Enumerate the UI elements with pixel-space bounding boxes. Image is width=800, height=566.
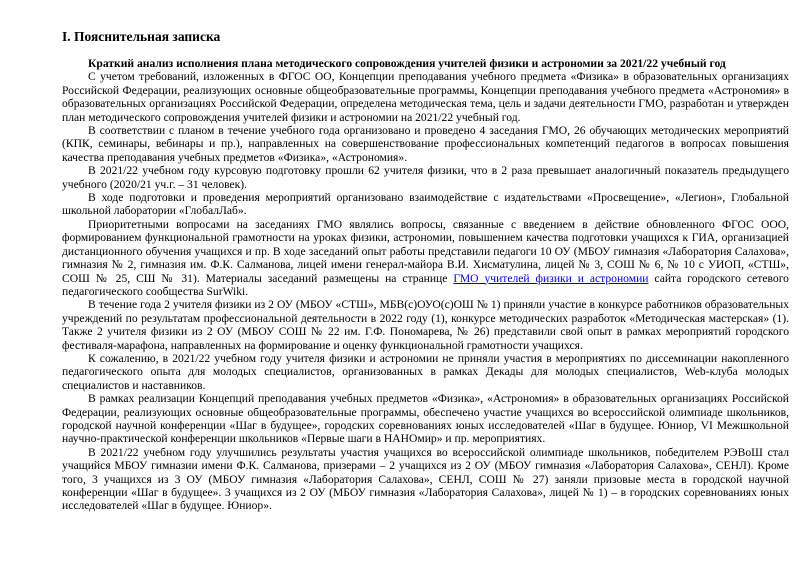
paragraph-teacher-contests: В течение года 2 учителя физики из 2 ОУ (МБОУ «СТШ», МБВ(с)ОУО(с)ОШ № 1) приняли участие в конкурсе работников образовательных учреждений по результатам профессиональной деятельности в 2022 году (1), конкурсе методических разработок «Методическая мастерская» (1). Также 2 учителя физики из 2 ОУ (МБОУ СОШ № 22 им. Г.Ф. Пономарева, № 26) представили свой опыт в рамках мероприятий городского фестиваля-марафона, направленных на формирование и оценку функциональной грамотности учащихся.: [62, 298, 789, 352]
paragraph-gmo-sessions-text-before-link: Приоритетными вопросами на заседаниях ГМО являлись вопросы, связанные с введением в действие обновленного ФГОС ООО, формированием функциональной грамотности на уроках физики, астрономии, повышением качества подготовки учащихся к ГИА, организацией дистанционного обучения учащихся и пр. В ходе заседаний опыт работы представили педагоги 10 ОУ (МБОУ гимназия «Лаборатория Салахова», гимназия № 2, гимназия им. Ф.К. Салманова, лицей имени генерал-майора В.И. Хисматулина, лицей № 3, СОШ № 6, № 10 с УИОП, «СТШ», СОШ № 25, СШ № 31). Материалы заседаний размещены на странице: [62, 217, 789, 285]
paragraph-gmo-sessions-text-after-link: сайта городского сетевого педагогического сообщества SurWiki.: [62, 271, 789, 298]
paragraph-course-training: В 2021/22 учебном году курсовую подготовку прошли 62 учителя физики, что в 2 раза превышает аналогичный показатель предыдущего учебного (2020/21 уч.г. – 31 человек).: [62, 164, 789, 191]
paragraph-plan-events: В соответствии с планом в течение учебного года организовано и проведено 4 заседания ГМО, 26 обучающих методических мероприятий (КПК, семинары, вебинары и пр.), направленных на совершенствование профессиональных компетенций педагогов в вопросах повышения качества преподавания учебных предметов «Физика», «Астрономия».: [62, 124, 789, 164]
paragraph-gmo-sessions: [62, 218, 789, 298]
report-subheading: Краткий анализ исполнения плана методического сопровождения учителей физики и астрономии за 2021/22 учебный год: [88, 57, 726, 70]
paragraph-student-participation: В рамках реализации Концепций преподавания учебных предметов «Физика», «Астрономия» в образовательных организациях Российской Федерации, реализующих основные общеобразовательные программы, обеспечено участие учащихся во всероссийской олимпиаде школьников, городской научной конференции «Шаг в будущее», городских соревнованиях юных исследователей «Шаг в будущее. Юниор, VI Межшкольной научно-практической конференции школьников «Первые шаги в НАНОмир» и пр. мероприятиях.: [62, 392, 789, 446]
paragraph-fgos-concepts: С учетом требований, изложенных в ФГОС ОО, Концепции преподавания учебного предмета «Физика» в образовательных организациях Российской Федерации, реализующих основные общеобразовательные программы, Концепции преподавания учебного предмета «Астрономия» в образовательных организациях Российской Федерации, определена методическая тема, цель и задачи деятельности ГМО, разработан и утвержден план методического сопровождения учителей физики и астрономии на 2021/22 учебный год.: [62, 70, 789, 124]
paragraph-no-dissemination: К сожалению, в 2021/22 учебном году учителя физики и астрономии не приняли участия в мероприятиях по диссеминации накопленного педагогического опыта для молодых специалистов, организованных в рамках Декады для молодых специалистов, Web-клуба молодых специалистов и наставников.: [62, 351, 789, 392]
paragraph-olympiad-results: В 2021/22 учебном году улучшились результаты участия учащихся во всероссийской олимпиаде школьников, победителем РЭВоШ стал учащийся МБОУ гимназии имени Ф.К. Салманова, призерами – 2 учащихся из 2 ОУ (МБОУ гимназия «Лаборатория Салахова», СЕНЛ). Кроме того, 3 учащихся из 3 ОУ (МБОУ гимназия «Лаборатория Салахова», СЕНЛ, СОШ № 27) заняли призовые места в городской научной конференции «Шаг в будущее». 3 учащихся из 2 ОУ (МБОУ гимназия «Лаборатория Салахова», лицей № 1) – в городских соревнованиях юных исследователей «Шаг в будущее. Юниор».: [62, 445, 789, 513]
paragraph-publishers-cooperation: В ходе подготовки и проведения мероприятий организовано взаимодействие с издательствами «Просвещение», «Легион», Глобальной школьной лаборатории «ГлобалЛаб».: [62, 191, 789, 218]
section-heading: I. Пояснительная записка: [62, 29, 221, 44]
gmo-physics-astronomy-page-link[interactable]: ГМО учителей физики и астрономии: [453, 271, 649, 285]
